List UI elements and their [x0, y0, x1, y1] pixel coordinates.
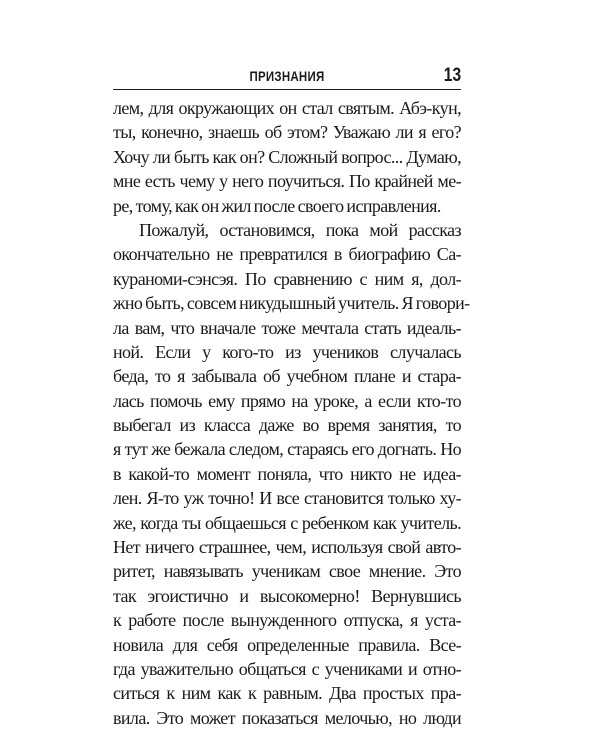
- text-line: ситься к ним как к равным. Два простых пра-: [113, 683, 461, 704]
- text-line: окончательно не превратился в биографию Са-: [113, 244, 461, 265]
- text-line: вила. Это может показаться мелочью, но люди: [113, 707, 461, 728]
- body-text: [113, 96, 470, 730]
- text-line: ной. Если у кого-то из учеников случалась: [113, 341, 461, 362]
- text-line: новила для себя определенные правила. Все-: [113, 634, 461, 655]
- text-line: так эгоистично и высокомерно! Вернувшись: [113, 585, 461, 606]
- text-line: жно быть, совсем никудышный учитель. Я говори-: [113, 293, 470, 314]
- text-line: ты, конечно, знаешь об этом? Уважаю ли я его?: [113, 122, 461, 143]
- text-line: гда уважительно общаться с учениками и отно-: [113, 658, 461, 679]
- text-line: ре, тому, как он жил после своего исправления.: [113, 195, 441, 216]
- chapter-title: ПРИЗНАНИЯ: [249, 68, 325, 84]
- text-line: выбегал из класса даже во время занятия, то: [113, 415, 461, 436]
- text-line: кураноми-сэнсэя. По сравнению с ним я, дол-: [113, 268, 461, 289]
- text-line: лась помочь ему прямо на уроке, а если кто-то: [113, 390, 461, 411]
- text-line: я тут же бежала следом, стараясь его догнать. Но: [113, 439, 461, 460]
- text-line: к работе после вынужденного отпуска, я уста-: [113, 610, 461, 631]
- text-line: Нет ничего страшнее, чем, используя свой авто-: [113, 537, 461, 558]
- running-head: [113, 66, 461, 88]
- text-line: в какой-то момент поняла, что никто не идеа-: [113, 463, 461, 484]
- text-line: мне есть чему у него поучиться. По крайней ме-: [113, 171, 461, 192]
- header-rule: [113, 89, 461, 90]
- text-line: ритет, навязывать ученикам свое мнение. Это: [113, 561, 461, 582]
- text-line: ла вам, что вначале тоже мечтала стать идеаль-: [113, 317, 461, 338]
- text-line: Пожалуй, остановимся, пока мой рассказ: [139, 219, 461, 240]
- text-line: же, когда ты общаешься с ребенком как учитель.: [113, 512, 461, 533]
- text-line: лен. Я-то уж точно! И все становится только ху-: [113, 488, 461, 509]
- text-line: лем, для окружающих он стал святым. Абэ-кун,: [113, 98, 461, 118]
- text-line: беда, то я забывала об учебном плане и стара-: [113, 366, 461, 387]
- text-line: Хочу ли быть как он? Сложный вопрос... Думаю,: [113, 146, 461, 167]
- page-number: 13: [443, 65, 461, 86]
